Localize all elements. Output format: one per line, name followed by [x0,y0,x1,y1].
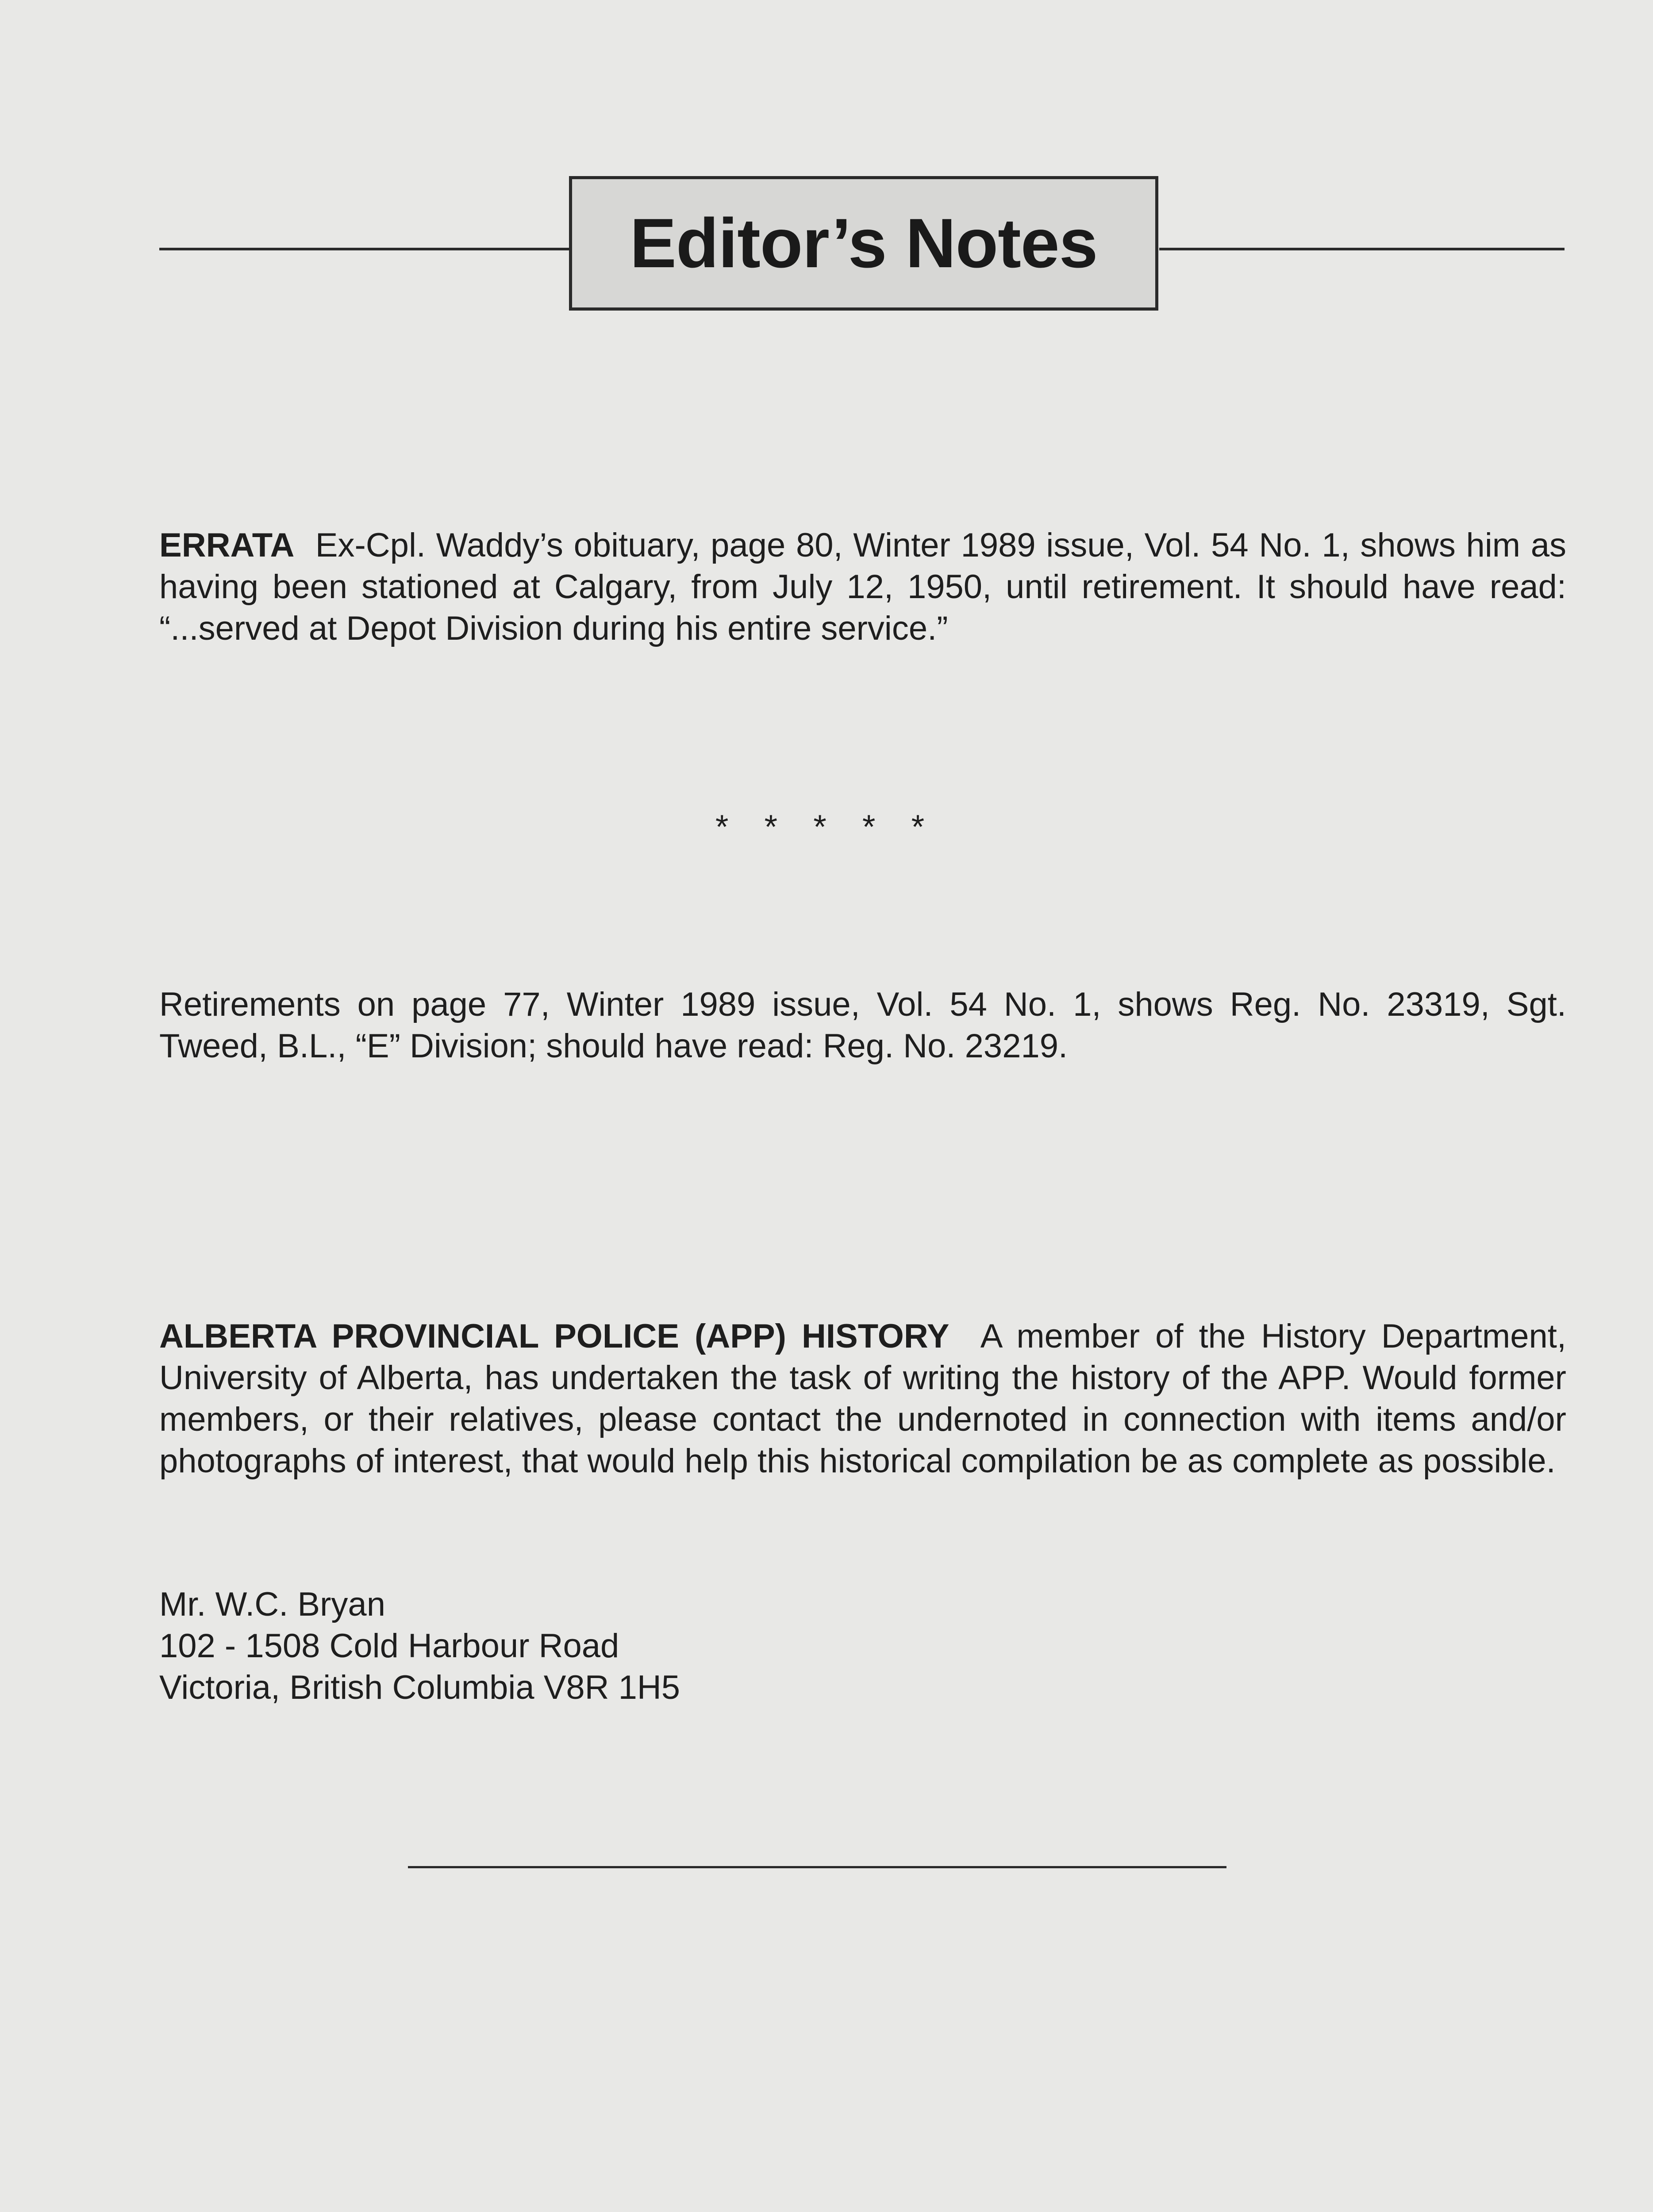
contact-address [159,1584,680,1709]
retirements-section [159,984,1566,1067]
errata-section [159,525,1566,649]
errata-text: Ex-Cpl. Waddy’s obituary, page 80, Winter 1989 issue, Vol. 54 No. 1, shows him as having been stationed at Calgary, from July 12, 1950, until retirement. It should have read: “...served at Depot Division during his entire service.” [159,526,1566,647]
page-title: Editor’s Notes [630,204,1098,282]
title-box [569,176,1158,311]
errata-paragraph [159,525,1566,649]
section-separator: * * * * * [715,808,938,846]
address-street: 102 - 1508 Cold Harbour Road [159,1627,619,1665]
retirements-paragraph: Retirements on page 77, Winter 1989 issue, Vol. 54 No. 1, shows Reg. No. 23319, Sgt. Tweed, B.L., “E” Division; should have read: Reg. No. 23219. [159,986,1566,1065]
address-name: Mr. W.C. Bryan [159,1586,385,1623]
closing-rule [408,1866,1226,1868]
app-history-section [159,1316,1566,1482]
app-history-paragraph [159,1316,1566,1482]
app-history-lead: ALBERTA PROVINCIAL POLICE (APP) HISTORY [159,1317,950,1355]
header-rule-right [1159,248,1565,250]
address-city: Victoria, British Columbia V8R 1H5 [159,1669,680,1706]
app-history-text: A member of the History Department, University of Alberta, has undertaken the task of writing the history of the APP. Would former members, or their relatives, please contact the undernoted in connection with items and/or photographs of interest, that would help this historical compilation be as complete as possible. [159,1317,1566,1480]
errata-lead: ERRATA [159,526,295,564]
header-rule-left [159,248,571,250]
